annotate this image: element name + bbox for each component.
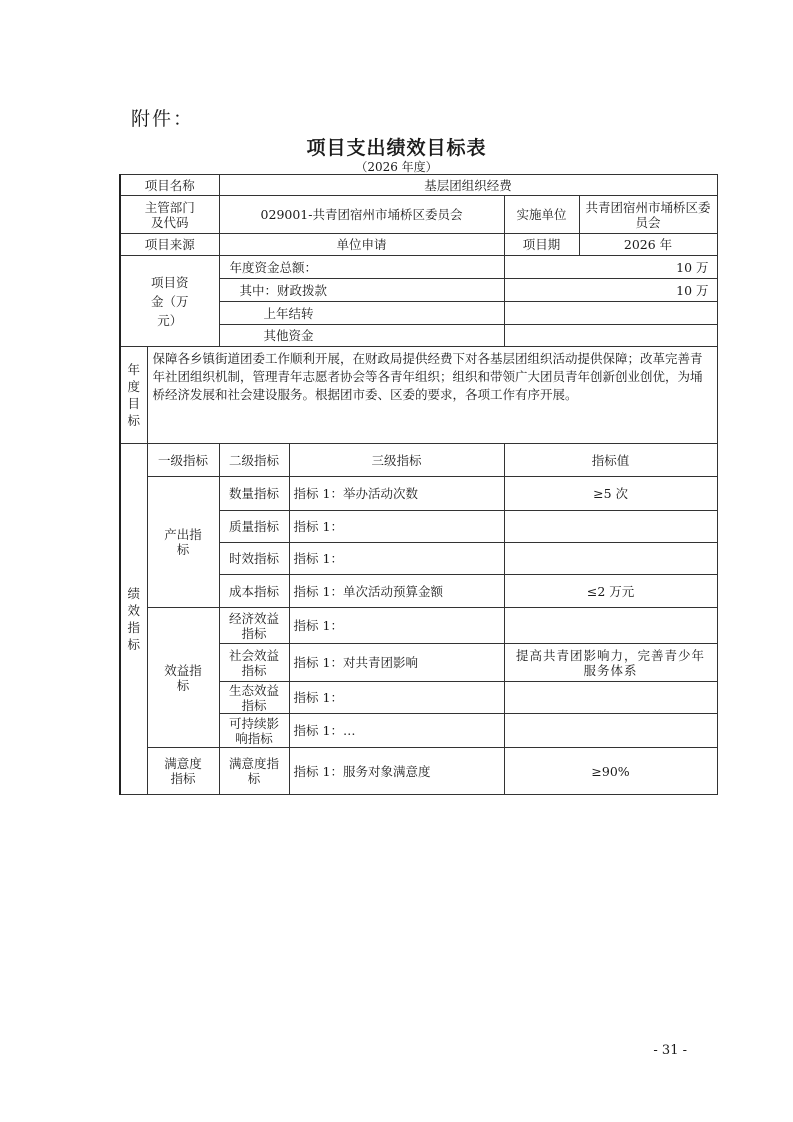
indicator-value-cell: ≤2 万元 [504,575,717,608]
level2-cell: 社会效益指标 [219,644,289,682]
level2-cell: 生态效益指标 [219,682,289,714]
page-title: 项目支出绩效目标表 [306,137,487,159]
indicator-value-cell [504,543,717,575]
level2-cell: 时效指标 [219,543,289,575]
level3-cell: 指标 1： [289,511,504,543]
performance-indicators-label: 绩效指标 [120,444,147,795]
project-name-value: 基层团组织经费 [219,175,717,196]
funds-fiscal-label: 其中：财政拨款 [219,279,504,302]
annual-goal-label: 年度目标 [120,347,147,444]
dept-value: 029001-共青团宿州市埇桥区委员会 [219,196,504,234]
level3-cell: 指标 1：服务对象满意度 [289,748,504,795]
funds-fiscal-value: 10 万 [504,279,717,302]
indicator-value-cell: ≥5 次 [504,477,717,511]
funds-carry-label: 上年结转 [219,302,504,325]
level3-cell: 指标 1： [289,608,504,644]
output-indicators-label: 产出指标 [147,477,219,608]
project-name-label: 项目名称 [120,175,219,196]
indicator-value-cell [504,511,717,543]
level3-cell: 指标 1：单次活动预算金额 [289,575,504,608]
indicator-value-cell [504,682,717,714]
level2-cell: 经济效益指标 [219,608,289,644]
level3-cell: 指标 1：对共青团影响 [289,644,504,682]
indicator-value-header: 指标值 [504,444,717,477]
indicator-value-cell: 提高共青团影响力，完善青少年服务体系 [504,644,717,682]
indicator-value-cell: ≥90% [504,748,717,795]
funds-total-label: 年度资金总额： [219,256,504,279]
level2-cell: 质量指标 [219,511,289,543]
level3-cell: 指标 1： [289,543,504,575]
level2-cell: 满意度指标 [219,748,289,795]
annual-goal-text: 保障各乡镇街道团委工作顺利开展，在财政局提供经费下对各基层团组织活动提供保障；改革完善青年社团组织机制，管理青年志愿者协会等各青年组织；组织和带领广大团员青年创新创业创优，为埇桥经济发展和社会建设服务。根据团市委、区委的要求，各项工作有序开展。 [147,347,717,444]
impl-unit-label: 实施单位 [504,196,579,234]
satisfaction-indicators-label: 满意度指标 [147,748,219,795]
funds-other-value [504,325,717,347]
level2-cell: 数量指标 [219,477,289,511]
level1-header: 一级指标 [147,444,219,477]
performance-target-table [119,174,718,795]
source-label: 项目来源 [120,234,219,256]
level3-cell: 指标 1：举办活动次数 [289,477,504,511]
source-value: 单位申请 [219,234,504,256]
level3-header: 三级指标 [289,444,504,477]
period-value: 2026 年 [579,234,717,256]
level2-header: 二级指标 [219,444,289,477]
funds-total-value: 10 万 [504,256,717,279]
page-number: - 31 - [653,1043,687,1058]
indicator-value-cell [504,608,717,644]
level3-cell: 指标 1：… [289,714,504,748]
dept-label: 主管部门及代码 [120,196,219,234]
benefit-indicators-label: 效益指标 [147,608,219,748]
funds-label: 项目资金（万元） [120,256,219,347]
period-label: 项目期 [504,234,579,256]
attachment-label: 附件： [131,108,195,130]
level3-cell: 指标 1： [289,682,504,714]
funds-other-label: 其他资金 [219,325,504,347]
impl-unit-value: 共青团宿州市埇桥区委员会 [579,196,717,234]
year-label: （2026 年度） [355,160,438,174]
funds-carry-value [504,302,717,325]
indicator-value-cell [504,714,717,748]
level2-cell: 可持续影响指标 [219,714,289,748]
level2-cell: 成本指标 [219,575,289,608]
